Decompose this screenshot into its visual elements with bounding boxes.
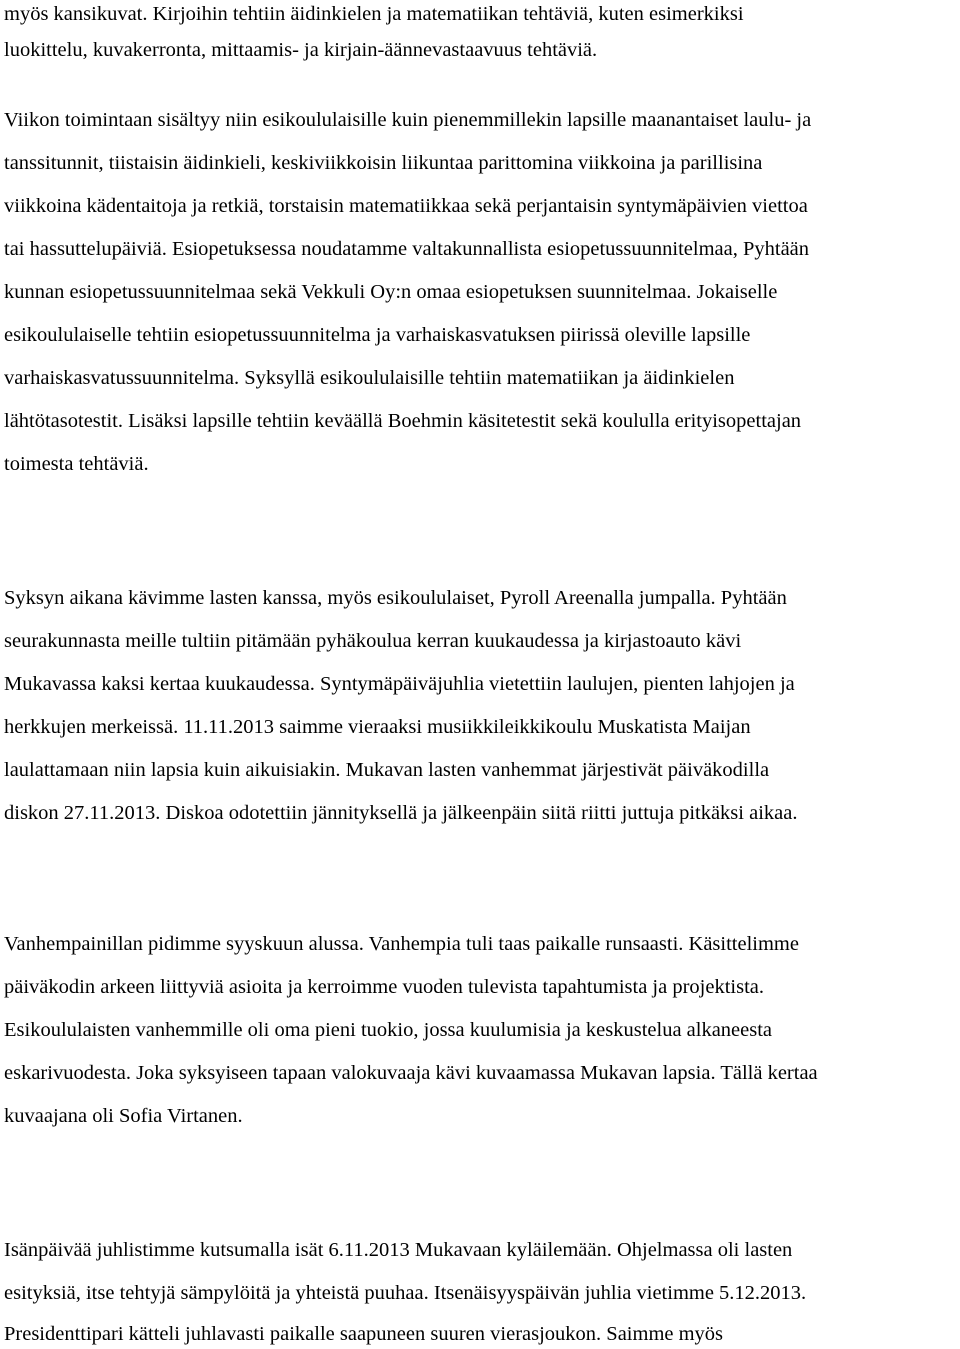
text-line: Isänpäivää juhlistimme kutsumalla isät 6.11.2013 Mukavaan kyläilemään. Ohjelmassa oli lasten — [4, 1239, 793, 1261]
text-line: kuvaajana oli Sofia Virtanen. — [4, 1105, 243, 1127]
text-line: esityksiä, itse tehtyjä sämpylöitä ja yhteistä puuhaa. Itsenäisyyspäivän juhlia vietimme 5.12.2013. — [4, 1282, 807, 1304]
text-line: esikoululaiselle tehtiin esiopetussuunnitelma ja varhaiskasvatuksen piirissä oleville lapsille — [4, 324, 751, 346]
text-line: Vanhempainillan pidimme syyskuun alussa. Vanhempia tuli taas paikalle runsaasti. Käsittelimme — [4, 933, 799, 955]
text-line: Mukavassa kaksi kertaa kuukaudessa. Syntymäpäiväjuhlia vietettiin laulujen, pienten lahjojen ja — [4, 673, 795, 695]
text-line: lähtötasotestit. Lisäksi lapsille tehtiin keväällä Boehmin käsitetestit sekä koululla erityisopettajan — [4, 410, 802, 432]
text-line: Viikon toimintaan sisältyy niin esikoululaisille kuin pienemmillekin lapsille maanantaiset laulu- ja — [4, 109, 812, 131]
text-line: toimesta tehtäviä. — [4, 453, 149, 475]
text-line: tanssitunnit, tiistaisin äidinkieli, keskiviikkoisin liikuntaa parittomina viikkoina ja parillisina — [4, 152, 763, 174]
text-line: luokittelu, kuvakerronta, mittaamis- ja kirjain-äännevastaavuus tehtäviä. — [4, 39, 598, 61]
text-line: eskarivuodesta. Joka syksyiseen tapaan valokuvaaja kävi kuvaamassa Mukavan lapsia. Tällä kertaa — [4, 1062, 818, 1084]
text-line: Syksyn aikana kävimme lasten kanssa, myös esikoululaiset, Pyroll Areenalla jumpalla. Pyhtään — [4, 587, 787, 609]
text-line: päiväkodin arkeen liittyviä asioita ja kerroimme vuoden tulevista tapahtumista ja projektista. — [4, 976, 764, 998]
text-line: kunnan esiopetussuunnitelmaa sekä Vekkuli Oy:n omaa esiopetuksen suunnitelmaa. Jokaiselle — [4, 281, 778, 303]
text-line: viikkoina kädentaitoja ja retkiä, torstaisin matematiikkaa sekä perjantaisin syntymäpäivien viettoa — [4, 195, 808, 217]
text-line: Esikoululaisten vanhemmille oli oma pieni tuokio, jossa kuulumisia ja keskustelua alkaneesta — [4, 1019, 773, 1041]
text-line: diskon 27.11.2013. Diskoa odotettiin jännityksellä ja jälkeenpäin siitä riitti juttuja pitkäksi aikaa. — [4, 802, 798, 824]
text-line: seurakunnasta meille tultiin pitämään pyhäkoulua kerran kuukaudessa ja kirjastoauto kävi — [4, 630, 742, 652]
text-line: tai hassuttelupäiviä. Esiopetuksessa noudatamme valtakunnallista esiopetussuunnitelmaa, Pyhtään — [4, 238, 810, 260]
text-line: laulattamaan niin lapsia kuin aikuisiakin. Mukavan lasten vanhemmat järjestivät päiväkodilla — [4, 759, 770, 781]
text-line: varhaiskasvatussuunnitelma. Syksyllä esikoululaisille tehtiin matematiikan ja äidinkielen — [4, 367, 735, 389]
text-line: myös kansikuvat. Kirjoihin tehtiin äidinkielen ja matematiikan tehtäviä, kuten esimerkiksi — [4, 3, 744, 25]
text-line: herkkujen merkeissä. 11.11.2013 saimme vieraaksi musiikkileikkikoulu Muskatista Maijan — [4, 716, 751, 738]
text-line: Presidenttipari kätteli juhlavasti paikalle saapuneen suuren vierasjoukon. Saimme myös — [4, 1323, 724, 1345]
